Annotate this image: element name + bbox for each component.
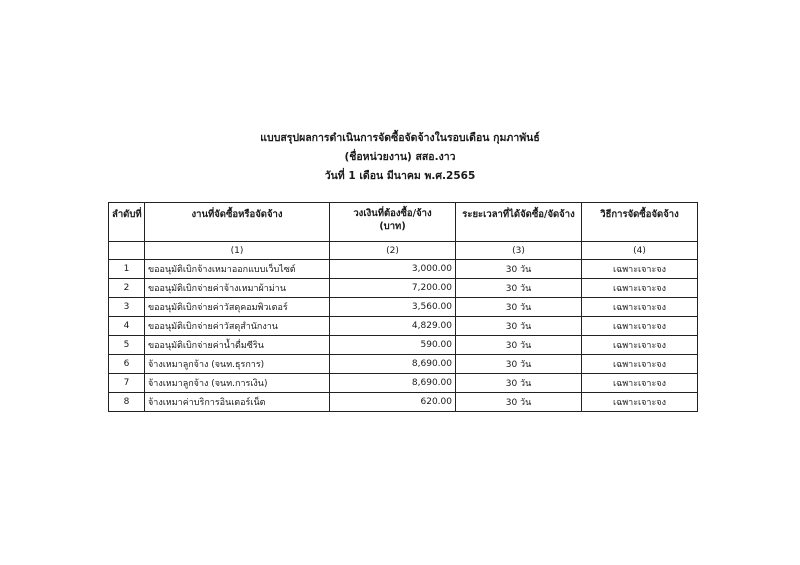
table-row: [109, 374, 698, 393]
row-work: ขออนุมัติเบิกจ่ายค่าจ้างเหมาผ้าม่าน: [145, 279, 330, 298]
header-amount: [330, 203, 456, 242]
heading-title: แบบสรุปผลการดำเนินการจัดซื้อจัดจ้างในรอบเดือน กุมภาพันธ์: [260, 132, 540, 144]
row-method: เฉพาะเจาะจง: [582, 279, 698, 298]
row-amount: 8,690.00: [330, 355, 456, 374]
row-method: เฉพาะเจาะจง: [582, 355, 698, 374]
colnum-4: (4): [582, 242, 698, 260]
table-header-row: [109, 203, 698, 242]
row-period: 30 วัน: [456, 317, 582, 336]
row-method: เฉพาะเจาะจง: [582, 336, 698, 355]
table-body: [109, 260, 698, 412]
header-period: ระยะเวลาที่ได้จัดซื้อ/จัดจ้าง: [456, 203, 582, 242]
row-amount: 8,690.00: [330, 374, 456, 393]
row-number: 3: [109, 298, 145, 317]
row-number: 8: [109, 393, 145, 412]
header-no: ลำดับที่: [109, 203, 145, 242]
table-row: [109, 317, 698, 336]
colnum-blank: [109, 242, 145, 260]
header-amount-line1: วงเงินที่ต้องซื้อ/จ้าง: [353, 208, 432, 219]
row-period: 30 วัน: [456, 298, 582, 317]
row-amount: 620.00: [330, 393, 456, 412]
colnum-3: (3): [456, 242, 582, 260]
row-work: จ้างเหมาลูกจ้าง (จนท.ธุรการ): [145, 355, 330, 374]
row-period: 30 วัน: [456, 260, 582, 279]
row-method: เฉพาะเจาะจง: [582, 393, 698, 412]
table-row: [109, 355, 698, 374]
table-row: [109, 336, 698, 355]
row-work: จ้างเหมาลูกจ้าง (จนท.การเงิน): [145, 374, 330, 393]
row-period: 30 วัน: [456, 336, 582, 355]
procurement-summary-table: [108, 202, 698, 412]
row-number: 1: [109, 260, 145, 279]
row-method: เฉพาะเจาะจง: [582, 260, 698, 279]
column-number-row: [109, 242, 698, 260]
row-period: 30 วัน: [456, 374, 582, 393]
row-number: 7: [109, 374, 145, 393]
header-work: งานที่จัดซื้อหรือจัดจ้าง: [145, 203, 330, 242]
row-period: 30 วัน: [456, 279, 582, 298]
row-amount: 3,000.00: [330, 260, 456, 279]
colnum-1: (1): [145, 242, 330, 260]
row-period: 30 วัน: [456, 393, 582, 412]
row-method: เฉพาะเจาะจง: [582, 317, 698, 336]
table-row: [109, 393, 698, 412]
header-amount-line2: (บาท): [379, 221, 406, 232]
row-work: ขออนุมัติเบิกจ้างเหมาออกแบบเว็บไซต์: [145, 260, 330, 279]
table-row: [109, 260, 698, 279]
row-work: ขออนุมัติเบิกจ่ายค่าวัสดุคอมพิวเตอร์: [145, 298, 330, 317]
row-number: 2: [109, 279, 145, 298]
row-amount: 590.00: [330, 336, 456, 355]
row-amount: 3,560.00: [330, 298, 456, 317]
colnum-2: (2): [330, 242, 456, 260]
table-row: [109, 279, 698, 298]
row-number: 4: [109, 317, 145, 336]
heading-agency: (ชื่อหน่วยงาน) สสอ.งาว: [344, 151, 456, 163]
row-amount: 4,829.00: [330, 317, 456, 336]
heading-date: วันที่ 1 เดือน มีนาคม พ.ศ.2565: [324, 170, 476, 182]
row-number: 6: [109, 355, 145, 374]
row-work: จ้างเหมาค่าบริการอินเตอร์เน็ต: [145, 393, 330, 412]
row-method: เฉพาะเจาะจง: [582, 298, 698, 317]
table-row: [109, 298, 698, 317]
row-amount: 7,200.00: [330, 279, 456, 298]
row-work: ขออนุมัติเบิกจ่ายค่าน้ำดื่มซีริน: [145, 336, 330, 355]
row-method: เฉพาะเจาะจง: [582, 374, 698, 393]
header-method: วิธีการจัดซื้อจัดจ้าง: [582, 203, 698, 242]
row-period: 30 วัน: [456, 355, 582, 374]
row-work: ขออนุมัติเบิกจ่ายค่าวัสดุสำนักงาน: [145, 317, 330, 336]
row-number: 5: [109, 336, 145, 355]
